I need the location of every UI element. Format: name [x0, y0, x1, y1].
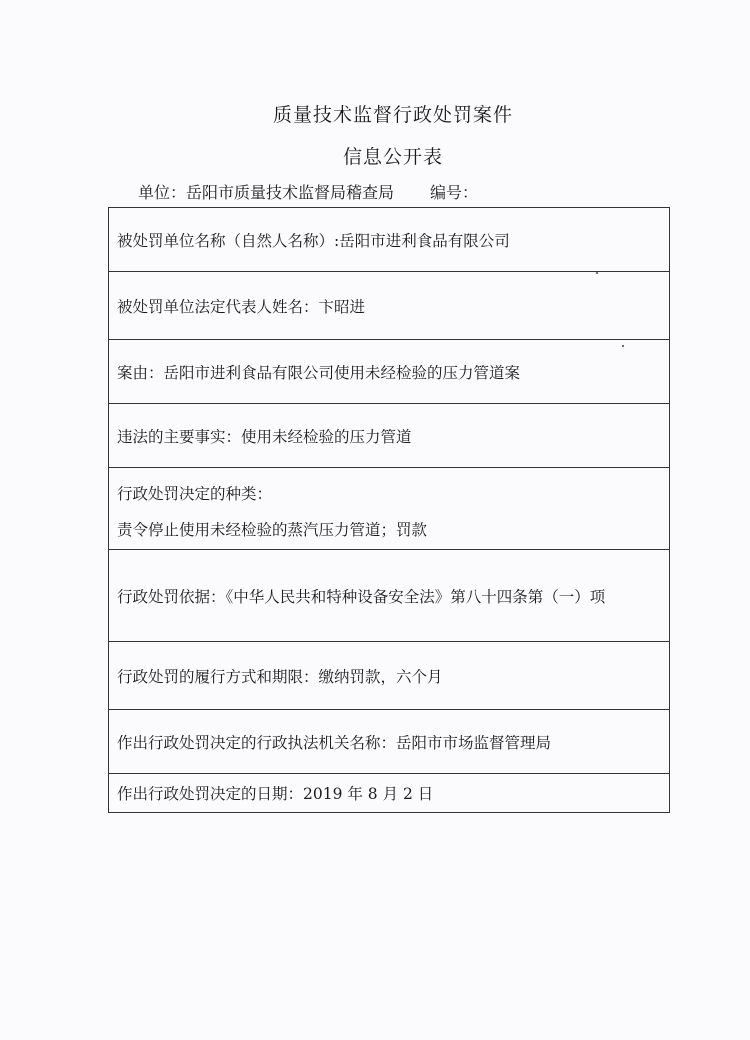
table-row-execution: [109, 642, 669, 710]
scan-speck: [622, 345, 624, 347]
penalty-type-value: 责令停止使用未经检验的蒸汽压力管道；罚款: [117, 521, 428, 539]
number-label: 编号：: [430, 183, 479, 202]
authority-text: 作出行政处罚决定的行政执法机关名称：岳阳市市场监督管理局: [117, 733, 552, 752]
penalty-type-label: 行政处罚决定的种类：: [117, 485, 273, 503]
table-row-legal-rep: [109, 272, 669, 340]
table-row-case-cause: [109, 340, 669, 404]
table-row-authority: [109, 710, 669, 774]
document-subtitle: 信息公开表: [342, 146, 443, 168]
table-row-penalized-party: [109, 208, 669, 272]
scan-speck: [596, 272, 598, 274]
main-facts-text: 违法的主要事实：使用未经检验的压力管道: [117, 427, 412, 446]
case-cause-text: 案由：岳阳市进利食品有限公司使用未经检验的压力管道案: [117, 363, 521, 382]
execution-text: 行政处罚的履行方式和期限：缴纳罚款，六个月: [117, 667, 443, 686]
legal-rep-text: 被处罚单位法定代表人姓名：卞昭进: [117, 297, 366, 316]
decision-date-text: 作出行政处罚决定的日期：2019 年 8 月 2 日: [117, 785, 434, 803]
table-row-main-facts: [109, 404, 669, 468]
penalty-basis-text: 行政处罚依据：《中华人民共和特种设备安全法》第八十四条第（一）项: [117, 587, 606, 606]
unit-line: [138, 180, 478, 203]
table-row-decision-date: [109, 774, 669, 812]
table-row-penalty-type: [109, 468, 669, 550]
document-title: 质量技术监督行政处罚案件: [272, 104, 513, 126]
unit-label: 单位：岳阳市质量技术监督局稽查局: [138, 183, 395, 202]
penalized-party-text: 被处罚单位名称（自然人名称）:岳阳市进利食品有限公司: [117, 231, 510, 250]
table-row-penalty-basis: [109, 550, 669, 642]
info-table: [108, 207, 670, 813]
